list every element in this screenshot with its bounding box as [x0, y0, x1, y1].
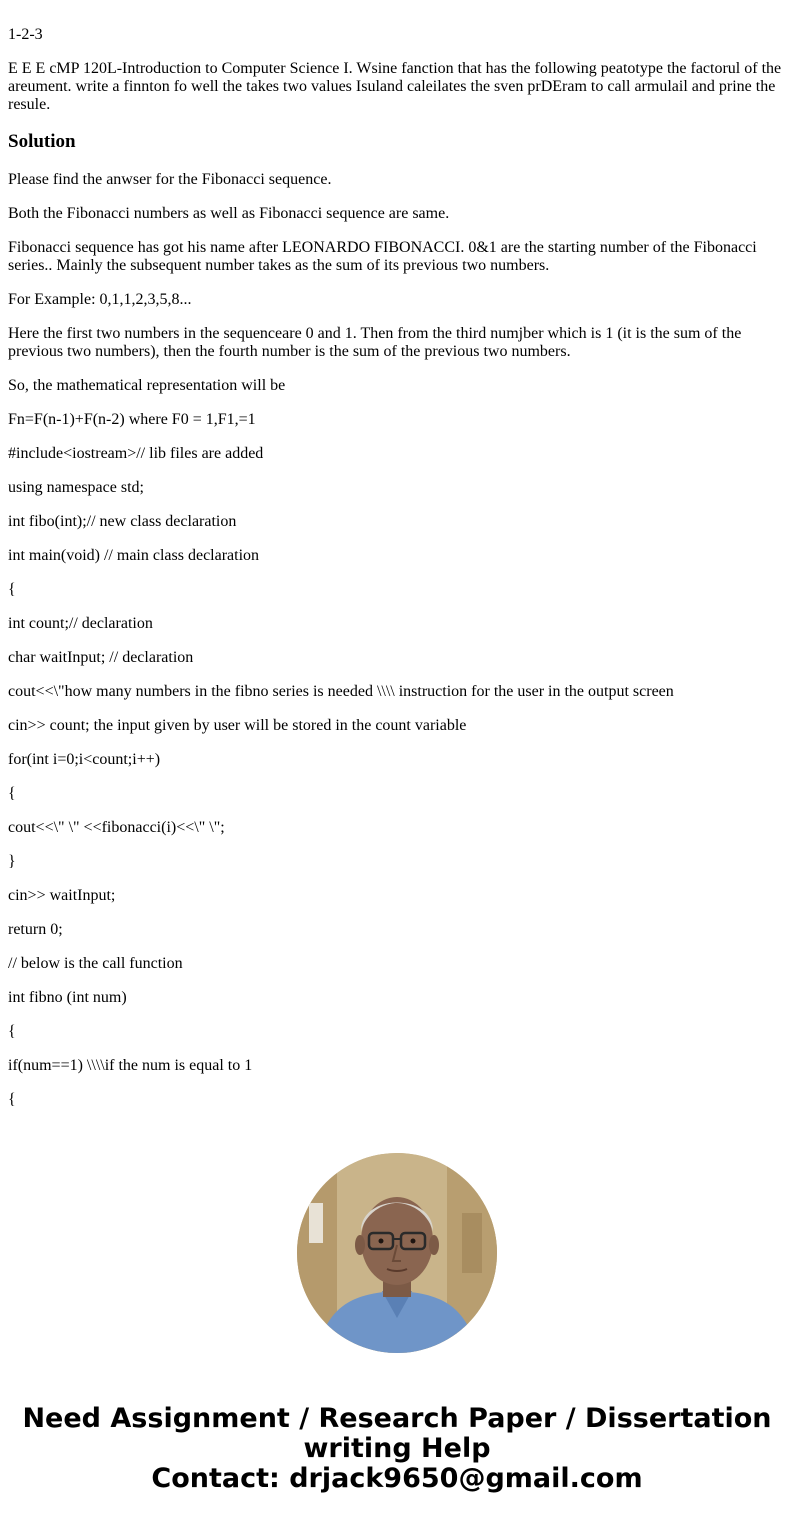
code-line: {	[8, 581, 16, 598]
code-line: int count;// declaration	[8, 615, 153, 632]
code-line: cout<<\"how many numbers in the fibno series is needed \\\\ instruction for the user in the output screen	[8, 683, 674, 700]
author-avatar	[297, 1153, 497, 1353]
footer-line-1: Need Assignment / Research Paper / Dissertation	[22, 1403, 772, 1434]
code-line: cin>> count; the input given by user will be stored in the count variable	[8, 717, 467, 734]
code-line: {	[8, 785, 16, 802]
page-number: 1-2-3	[8, 26, 43, 43]
code-line: #include<iostream>// lib files are added	[8, 445, 264, 462]
code-listing	[8, 445, 786, 1109]
code-line: int main(void) // main class declaration	[8, 547, 260, 564]
code-line: if(num==1) \\\\if the num is equal to 1	[8, 1057, 253, 1074]
code-line: char waitInput; // declaration	[8, 649, 194, 666]
document-body	[8, 0, 786, 1109]
question-text: E E E cMP 120L-Introduction to Computer Science I. Wsine fanction that has the following peatotype the factorul of the areument. write a finnton fo well the takes two values Isuland caleilates the sven prDEram to call armulail and prine the resule.	[8, 60, 782, 113]
paragraph: For Example: 0,1,1,2,3,5,8...	[8, 291, 192, 308]
code-line: cin>> waitInput;	[8, 887, 116, 904]
person-portrait-icon	[297, 1153, 497, 1353]
code-line: int fibno (int num)	[8, 989, 127, 1006]
paragraph: Fn=F(n-1)+F(n-2) where F0 = 1,F1,=1	[8, 411, 256, 428]
paragraph: Fibonacci sequence has got his name after LEONARDO FIBONACCI. 0&1 are the starting number of the Fibonacci series.. Mainly the subsequent number takes as the sum of its previous two numbers.	[8, 239, 757, 274]
code-line: cout<<\" \" <<fibonacci(i)<<\" \";	[8, 819, 225, 836]
code-line: return 0;	[8, 921, 63, 938]
code-line: // below is the call function	[8, 955, 183, 972]
code-line: }	[8, 853, 16, 870]
code-line: using namespace std;	[8, 479, 144, 496]
paragraph: So, the mathematical representation will be	[8, 377, 286, 394]
code-line: int fibo(int);// new class declaration	[8, 513, 237, 530]
paragraph: Please find the anwser for the Fibonacci sequence.	[8, 171, 332, 188]
code-line: {	[8, 1023, 16, 1040]
code-line: {	[8, 1091, 16, 1108]
code-line: for(int i=0;i<count;i++)	[8, 751, 161, 768]
solution-paragraphs	[8, 171, 786, 429]
footer-line-2: writing Help	[303, 1433, 491, 1464]
paragraph: Both the Fibonacci numbers as well as Fibonacci sequence are same.	[8, 205, 450, 222]
footer-contact: Contact: drjack9650@gmail.com	[151, 1463, 643, 1494]
solution-heading: Solution	[8, 131, 76, 152]
paragraph: Here the first two numbers in the sequenceare 0 and 1. Then from the third numjber which is 1 (it is the sum of the previous two numbers), then the fourth number is the sum of the previous two numbers.	[8, 325, 742, 360]
footer-banner	[0, 1404, 794, 1494]
